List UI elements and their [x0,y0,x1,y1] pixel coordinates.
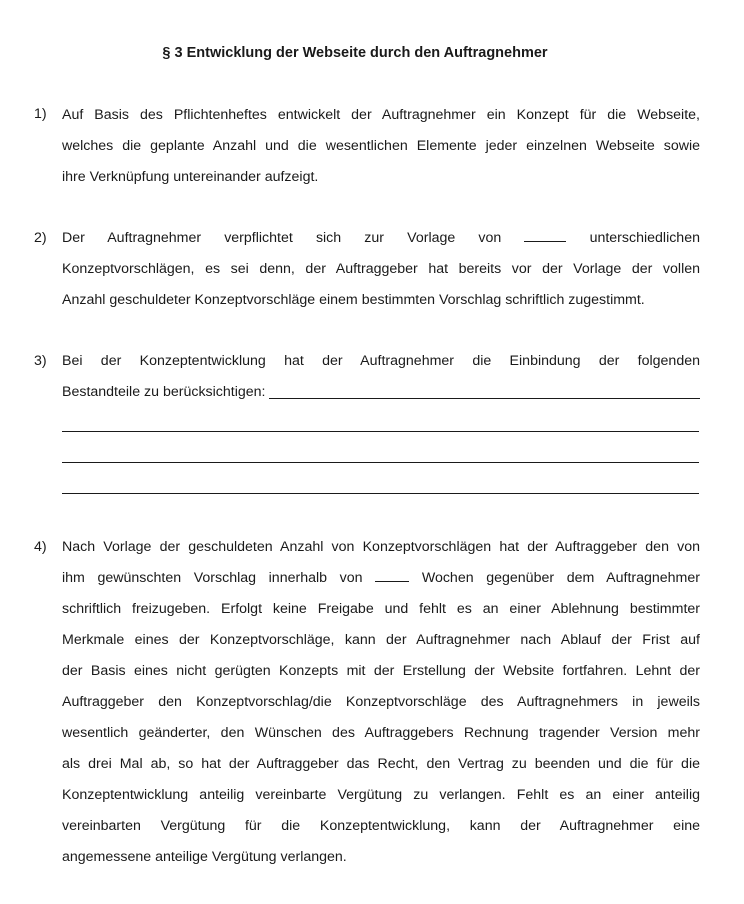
paragraph-line: Bei der Konzeptentwicklung hat der Auftragnehmer die Einbindung der folgenden [62,353,700,369]
paragraph-text: Bestandteile zu berücksichtigen: [62,384,266,400]
paragraph-text: Der Auftragnehmer verpflichtet sich zur Vorlage von [62,230,502,246]
paragraph-line-with-blank [62,377,700,408]
paragraph-line: als drei Mal ab, so hat der Auftraggeber das Recht, den Vertrag zu beenden und die für die [62,756,700,772]
paragraph-line: vereinbarten Vergütung für die Konzeptentwicklung, kann der Auftragnehmer eine [62,818,700,834]
paragraph-2 [62,223,700,316]
paragraph-line: Konzeptvorschlägen, es sei denn, der Auftraggeber hat bereits vor der Vorlage der vollen [62,261,700,277]
paragraph-line: Konzeptentwicklung anteilig vereinbarte Vergütung zu verlangen. Fehlt es an einer anteilig [62,787,700,803]
paragraph-line: Auf Basis des Pflichtenheftes entwickelt der Auftragnehmer ein Konzept für die Webseite, [62,107,700,123]
blank-components-field[interactable] [269,377,700,399]
paragraph-line: Auftraggeber den Konzeptvorschlag/die Konzeptvorschläge des Auftragnehmers in jeweils [62,694,700,710]
item-number-1: 1) [34,106,47,122]
paragraph-line-with-blank [62,223,700,254]
paragraph-line: Merkmale eines der Konzeptvorschläge, kann der Auftragnehmer nach Ablauf der Frist auf [62,632,700,648]
paragraph-1 [62,100,700,193]
item-number-4: 4) [34,539,47,555]
paragraph-3 [62,346,700,408]
paragraph-text: ihm gewünschten Vorschlag innerhalb von [62,570,363,586]
paragraph-line: ihre Verknüpfung untereinander aufzeigt. [62,169,319,185]
blank-line-3[interactable] [62,493,699,494]
paragraph-line: schriftlich freizugeben. Erfolgt keine Freigabe und fehlt es an einer Ablehnung bestimmter [62,601,700,617]
paragraph-line: der Basis eines nicht gerügten Konzepts mit der Erstellung der Website fortfahren. Lehnt der [62,663,700,679]
paragraph-line-with-blank [62,563,700,594]
paragraph-line: angemessene anteilige Vergütung verlangen. [62,849,347,865]
paragraph-line: welches die geplante Anzahl und die wesentlichen Elemente jeder einzelnen Webseite sowie [62,138,700,154]
paragraph-line: wesentlich geänderter, den Wünschen des Auftraggebers Rechnung tragender Version mehr [62,725,700,741]
blank-weeks-field[interactable] [375,567,409,582]
paragraph-line: Anzahl geschuldeter Konzeptvorschläge einem bestimmten Vorschlag schriftlich zugestimmt. [62,292,645,308]
paragraph-4 [62,532,700,873]
item-number-2: 2) [34,230,47,246]
paragraph-text: unterschiedlichen [589,230,700,246]
blank-line-1[interactable] [62,431,699,432]
blank-count-field[interactable] [524,227,566,242]
item-number-3: 3) [34,353,47,369]
paragraph-text: Wochen gegenüber dem Auftragnehmer [421,570,700,586]
section-title: § 3 Entwicklung der Webseite durch den Auftragnehmer [162,45,548,61]
paragraph-line: Nach Vorlage der geschuldeten Anzahl von Konzeptvorschlägen hat der Auftraggeber den von [62,539,700,555]
blank-line-2[interactable] [62,462,699,463]
